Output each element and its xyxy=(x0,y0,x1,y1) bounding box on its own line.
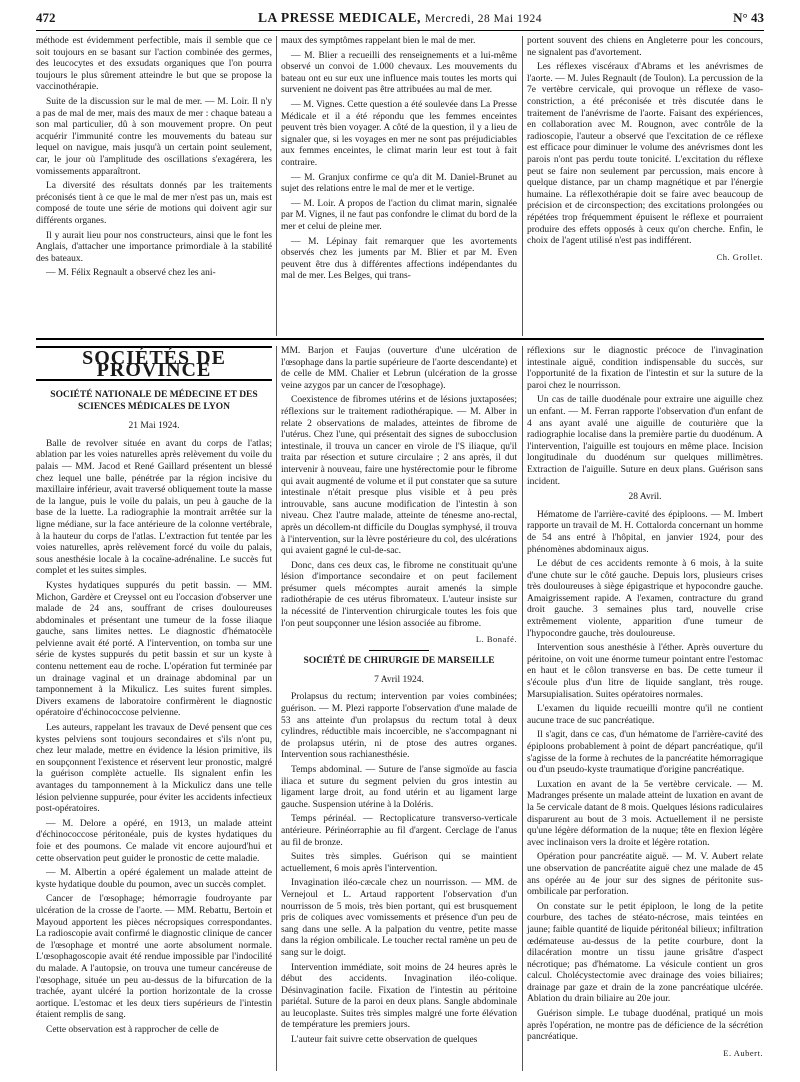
column-divider xyxy=(522,36,523,336)
session-date: 21 Mai 1924. xyxy=(128,421,180,432)
top-section xyxy=(36,36,764,336)
top-column-3 xyxy=(527,36,763,263)
section-title: SOCIÉTÉS DE PROVINCE xyxy=(36,346,272,381)
society-heading: SOCIÉTÉ NATIONALE DE MÉDECINE ET DES SCIENCES MÉDICALES DE LYON xyxy=(50,390,258,413)
paragraph: Un cas de taille duodénale pour extraire une aiguille chez un enfant. — M. Ferran rapporte l'observation d'un enfant de 4 ans ayant avalé une aiguille de couturière que la radiographie localise dans la première partie du duodénum. A l'intervention, l'aiguille est toujours en même place. Incision longitudinale du duodénum sur quelques millimètres. Extraction de l'aiguille. Suture en deux plans. Guérison sans incident. xyxy=(527,395,763,487)
paragraph: Cette observation est à rapprocher de celle de xyxy=(46,1024,219,1035)
paragraph: Hématome de l'arrière-cavité des épiploons. — M. Imbert rapporte un travail de M. H. Cottalorda concernant un homme de 54 ans entré à l'hôpital, en janvier 1924, pour des phénomènes abdominaux aigus. xyxy=(527,509,763,555)
session-date: 7 Avril 1924. xyxy=(374,674,424,685)
paragraph: Opération pour pancréatite aiguë. — M. V. Aubert relate une observation de pancréatite aiguë chez une malade de 45 ans opérée au 4e jour sur des signes de péritonite sus-ombilicale par perforation. xyxy=(527,852,763,898)
paragraph: — M. Vignes. Cette question a été soulevée dans La Presse Médicale et il a été répondu que les femmes enceintes peuvent très bien voyager. A côté de la question, il y a lieu de signaler que, si les voyages en mer ne sont pas préjudiciables aux femmes enceintes, le climat marin leur est tout à fait contraire. xyxy=(281,99,517,168)
paragraph: Temps abdominal. — Suture de l'anse sigmoïde au fascia iliaca et suture du segment pelvien du gros intestin au ligament large droit, au fond utérin et au ligament large gauche. Suspension utérine à la Doléris. xyxy=(281,765,517,810)
paragraph: Temps périnéal. — Rectoplicature transverso-verticale antérieure. Périnéorraphie au fil d'argent. Cerclage de l'anus au fil de bronze. xyxy=(281,814,517,848)
bottom-column-3 xyxy=(527,346,763,1059)
session-date: 28 Avril. xyxy=(628,492,662,503)
paragraph: — M. Granjux confirme ce qu'a dit M. Daniel-Brunet au sujet des relations entre le mal de mer et le vertige. xyxy=(281,172,517,195)
paragraph: Il y aurait lieu pour nos constructeurs, ainsi que le font les Anglais, d'attacher une importance primordiale à la stabilité des bateaux. xyxy=(36,230,272,264)
paragraph: réflexions sur le diagnostic précoce de l'invagination intestinale aiguë, condition indispensable du succès, sur l'opportunité de la fixation de l'intestin et sur la suture de la paroi chez le nourrisson. xyxy=(527,346,763,391)
author-signature: E. Aubert. xyxy=(723,1047,763,1058)
paragraph: Donc, dans ces deux cas, le fibrome ne constituait qu'une lésion d'importance secondaire et on peut facilement présumer quels mécomptes aurait amenés la simple radiothérapie de ces utérus fibromateux. L'auteur insiste sur la nécessité de l'intervention chirurgicale toutes les fois que l'on peut soupçonner une lésion associée au fibrome. xyxy=(281,560,517,629)
paragraph: Le début de ces accidents remonte à 6 mois, à la suite d'une chute sur le côté gauche. Depuis lors, plusieurs crises très douloureuses à siège épigastrique et hypocondre gauche. Amaigrissement rapide. A l'examen, contracture du grand droit gauche. 3 semaines plus tard, nouvelle crise extrêmement violente, apparition d'une tumeur de l'hypocondre gauche, très douloureuse. xyxy=(527,559,763,639)
issue-number: N° 43 xyxy=(733,10,764,25)
paragraph: portent souvent des chiens en Angleterre pour les concours, ne signalent pas d'avortement. xyxy=(527,36,763,58)
paragraph: Cancer de l'œsophage; hémorragie foudroyante par ulcération de la crosse de l'aorte. — MM. Rebattu, Bertoin et Mayoud apportent les pièces nécropsiques correspondantes. La radioscopie avait confirmé le diagnostic clinique de cancer de l'œsophage et montré une aorte absolument normale. L'œsophagoscopie avait été rendue impossible par l'indocilité du malade. A l'autopsie, on trouva une tumeur cancéreuse de l'œsophage, située un peu au-dessus de la bifurcation de la trachée, ayant ulcéré la portion horizontale de la crosse aortique. L'estomac et les deux tiers supérieurs de l'intestin étaient remplis de sang. xyxy=(36,894,272,1021)
paragraph: Les auteurs, rappelant les travaux de Devé pensent que ces kystes pelviens sont toujours secondaires et s'ils n'ont pu, chez leur malade, mettre en évidence la lésion primitive, ils en soupçonnent l'existence et réservent leur pronostic, malgré la guérison complète actuelle. Ils signalent enfin les avantages du tamponnement à la Mickulicz dans une telle lésion pelvienne suppurée, pour éviter les accidents infectieux post-opératoires. xyxy=(36,723,272,815)
paragraph: Il s'agit, dans ce cas, d'un hématome de l'arrière-cavité des épiploons probablement à point de départ pancréatique, qu'il s'agisse de la forme à rechutes de la pancréatite hémorragique ou d'un pseudo-kyste traumatique d'origine pancréatique. xyxy=(527,730,763,776)
column-divider xyxy=(522,346,523,1071)
separator-rule xyxy=(369,650,429,651)
page-header xyxy=(36,10,764,31)
society-heading: SOCIÉTÉ DE CHIRURGIE DE MARSEILLE xyxy=(303,655,495,666)
page-number: 472 xyxy=(36,10,56,25)
paragraph: — M. Félix Regnault a observé chez les ani- xyxy=(46,268,216,279)
paragraph: L'auteur fait suivre cette observation de quelques xyxy=(291,1035,478,1046)
paragraph: — M. Blier a recueilli des renseignements et a lui-même observé un convoi de 1.000 chevaux. Les mouvements du bateau ont eu sur eux une influence mais toutes les morts qui survenient ne doivent pas être attribuées au mal de mer. xyxy=(281,50,517,96)
paragraph: Kystes hydatiques suppurés du petit bassin. — MM. Michon, Gardère et Creyssel ont eu l'occasion d'observer une malade de 24 ans, souffrant de crises douloureuses abdominales et présentant une tumeur de la fosse iliaque gauche, sans limites nettes. Le diagnostic d'hématocèle pelvienne avait été porté. A l'intervention, on tomba sur une série de kystes suppurés du petit bassin et sur un kyste à contenu nettement eau de roche. L'opération fut terminée par un drainage vaginal et un drainage abdominal par un tamponnement à la Mikulicz. Les suites furent simples. Divers examens de laboratoire confirmèrent le diagnostic opératoire d'échinococcose pelvienne. xyxy=(36,580,272,719)
paragraph: Luxation en avant de la 5e vertèbre cervicale. — M. Madranges présente un malade atteint de luxation en avant de la 5e cervicale datant de 8 mois. Quelques lésions radiculaires disparurent au bout de 3 mois. Actuellement il ne persiste qu'une légère déformation de la nuque; tête en flexion légère avec inclinaison vers la droite et légère rotation. xyxy=(527,779,763,848)
bottom-column-2 xyxy=(281,346,517,1050)
paragraph: Intervention immédiate, soit moins de 24 heures après le début des accidents. Invagination iléo-colique. Désinvagination facile. Fixation de l'intestin au péritoine pariétal. Suture de la paroi en deux plans. Sangle abdominale au leucoplaste. Suites très simples malgré une forte élévation de température les premiers jours. xyxy=(281,962,517,1031)
top-column-2 xyxy=(281,36,517,286)
journal-title-line xyxy=(36,10,764,26)
paragraph: Balle de revolver située en avant du corps de l'atlas; ablation par les voies naturelles après relèvement du voile du palais — MM. Jacod et René Gaillard présentent un blessé chez lequel une balle, pénétrée par la région incisive du maxillaire inférieur, avait traversé obliquement toute la masse de la langue, puis le voile du palais, un peu à gauche de la base de la luette. La radiographie la montrait arrêtée sur la ligne médiane, sur la face antérieure de la colonne vertébrale, à la hauteur du corps de l'atlas. L'extraction fut tentée par les voies naturelles, après relèvement forcé du voile du palais, sous anesthésie locale à la cocaïne-adrénaline. Le succès fut complet et les suites simples. xyxy=(36,438,272,577)
section-divider xyxy=(36,338,764,340)
paragraph: Invagination iléo-cæcale chez un nourrisson. — MM. de Vernejoul et L. Artaud rapportent l'observation d'un nourrisson de 5 mois, très bien portant, qui est brusquement pris de coliques avec vomissements et présence d'un peu de sang dans une selle. A la palpation du ventre, petite masse dans la région ombilicale. Le toucher rectal ramène un peu de sang sur le doigt. xyxy=(281,878,517,958)
paragraph: La diversité des résultats donnés par les traitements préconisés tient à ce que le mal de mer n'est pas un, mais est composé de toute une série de motions qui doivent agir sur différents organes. xyxy=(36,181,272,226)
author-signature: Ch. Grollet. xyxy=(716,251,763,262)
issue-date: Mercredi, 28 Mai 1924 xyxy=(424,13,542,25)
paragraph: Suites très simples. Guérison qui se maintient actuellement, 6 mois après l'intervention. xyxy=(281,852,517,874)
column-divider xyxy=(276,346,277,1071)
bottom-section xyxy=(36,346,764,1071)
paragraph: Guérison simple. Le tubage duodénal, pratiqué un mois après l'opération, ne montre pas de déficience de la sécrétion pancréatique. xyxy=(527,1009,763,1043)
journal-title: LA PRESSE MEDICALE, xyxy=(258,10,421,25)
paragraph: Prolapsus du rectum; intervention par voies combinées; guérison. — M. Plezi rapporte l'observation d'une malade de 53 ans atteinte d'un prolapsus du rectum total à deux cylindres, réductible mais incoercible, ne s'accompagnant ni de prolapsus utérin, ni de ptose des autres organes. Intervention sous rachianesthésie. xyxy=(281,692,517,761)
bottom-column-1 xyxy=(36,346,272,1039)
paragraph: méthode est évidemment perfectible, mais il semble que ce soit toujours en se basant sur l'action combinée des germes, des leucocytes et des exsudats organiques que l'on pourra toujours le plus sûrement atteindre le but que se propose la vaccinothérapie. xyxy=(36,36,272,93)
paragraph: — M. Lépinay fait remarquer que les avortements observés chez les juments par M. Blier et par M. Even peuvent être dus à différentes affections indépendantes du mal de mer. Les Belges, qui trans- xyxy=(281,236,517,282)
paragraph: MM. Barjon et Faujas (ouverture d'une ulcération de l'œsophage dans la partie supérieure de l'aorte descendante) et de celle de MM. Chalier et Lebrun (ulcération de la grosse veine azygos par un cancer de l'œsophage). xyxy=(281,346,517,391)
paragraph: maux des symptômes rappelant bien le mal de mer. xyxy=(281,36,476,46)
paragraph: Intervention sous anesthésie à l'éther. Après ouverture du péritoine, on voit une énorme tumeur pointant entre l'estomac en haut et le côlon transverse en bas. De cette tumeur il s'écoule plus d'un litre de liquide sanglant, très rouge. Marsupialisation. Suites opératoires normales. xyxy=(527,643,763,700)
paragraph: Les réflexes viscéraux d'Abrams et les anévrismes de l'aorte. — M. Jules Regnault (de Toulon). La percussion de la 7e vertèbre cervicale, qui provoque un réflexe de vaso-constriction, a été préconisée et très discutée dans le traitement de l'anévrisme de l'aorte. Faisant des expériences, en collaboration avec M. Rougnon, avec contrôle de la radioscopie, l'auteur a observé que l'excitation de ce réflexe est efficace pour diminuer le volume des anévrismes dont les parois n'ont pas perdu toute tonicité. L'excitation du réflexe peut se faire non seulement par percussion, mais encore à quelque distance, par un champ magnétique et par l'énergie humaine. La réflexothérapie doit se faire avec beaucoup de précision et de circonspection; des excitations prolongées ou répétées trop fréquemment épuisent le réflexe et pourraient produire des effets opposés à ceux qu'on cherche. Enfin, le choix de l'agent utilisé n'est pas indifférent. xyxy=(527,62,763,247)
paragraph: — M. Loir. A propos de l'action du climat marin, signalée par M. Vignes, il ne faut pas confondre le climat du bord de la mer et celui de pleine mer. xyxy=(281,198,517,232)
top-column-1 xyxy=(36,36,272,283)
author-signature: L. Bonafé. xyxy=(475,634,517,645)
paragraph: — M. Delore a opéré, en 1913, un malade atteint d'échinococcose péritonéale, puis de kystes hydatiques du foie et des poumons. Ce malade vit encore aujourd'hui et cette observation peut guider le pronostic de cette maladie. xyxy=(36,818,272,864)
paragraph: Coexistence de fibromes utérins et de lésions juxtaposées; réflexions sur le traitement radiothérapique. — M. Alber in relate 2 observations de malades, atteintes de fibrome de l'utérus. Chez l'une, qui présentait des signes de subocclusion intestinale, il trouva un cancer en virole de l'S iliaque, qu'il traita par résection et suture circulaire ; 2 ans après, il dut intervenir à nouveau, faire une hystérectomie pour le fibrome qui avait augmenté de volume et il put constater que sa suture intestinale n'était presque plus visible et à peu près introuvable, sans aucune modification de l'intestin à son niveau. Chez l'autre malade, atteinte de ténesme ano-rectal, après un décollem-nt difficile du Douglas symphysé, il trouva à l'intervention, sur la lèvre postérieure du col, des ulcérations qui avaient gagné le cul-de-sac. xyxy=(281,395,517,557)
paragraph: — M. Albertin a opéré également un malade atteint de kyste hydatique double du poumon, avec un succès complet. xyxy=(36,868,272,890)
paragraph: On constate sur le petit épiploon, le long de la petite courbure, des taches de stéato-nécrose, mais teintées en jaune; faible quantité de liquide péritonéal bilieux; infiltration œdémateuse au-dessus de la petite courbure, dont la dilacération montre un tissu jaune grisâtre d'aspect nécrotique; pas d'hématome. La vésicule contient un gros calcul. Cholécystectomie avec drainage des voies biliaires; drainage par gaze et drain de la zone pancréatique ulcérée. Ablation du drain biliaire au 20e jour. xyxy=(527,901,763,1005)
paragraph: L'examen du liquide recueilli montre qu'il ne contient aucune trace de suc pancréatique. xyxy=(527,704,763,726)
paragraph: Suite de la discussion sur le mal de mer. — M. Loir. Il n'y a pas de mal de mer, mais des maux de mer : chaque bateau a son mal particulier, dû à son mouvement propre. On peut acquérir l'immunité contre les mouvements du bateau sur lequel on navigue, mais jusqu'à un certain point seulement, car, le jour où l'amplitude des oscillations s'exagérera, les vomissements apparaîtront. xyxy=(36,96,272,177)
column-divider xyxy=(276,36,277,336)
